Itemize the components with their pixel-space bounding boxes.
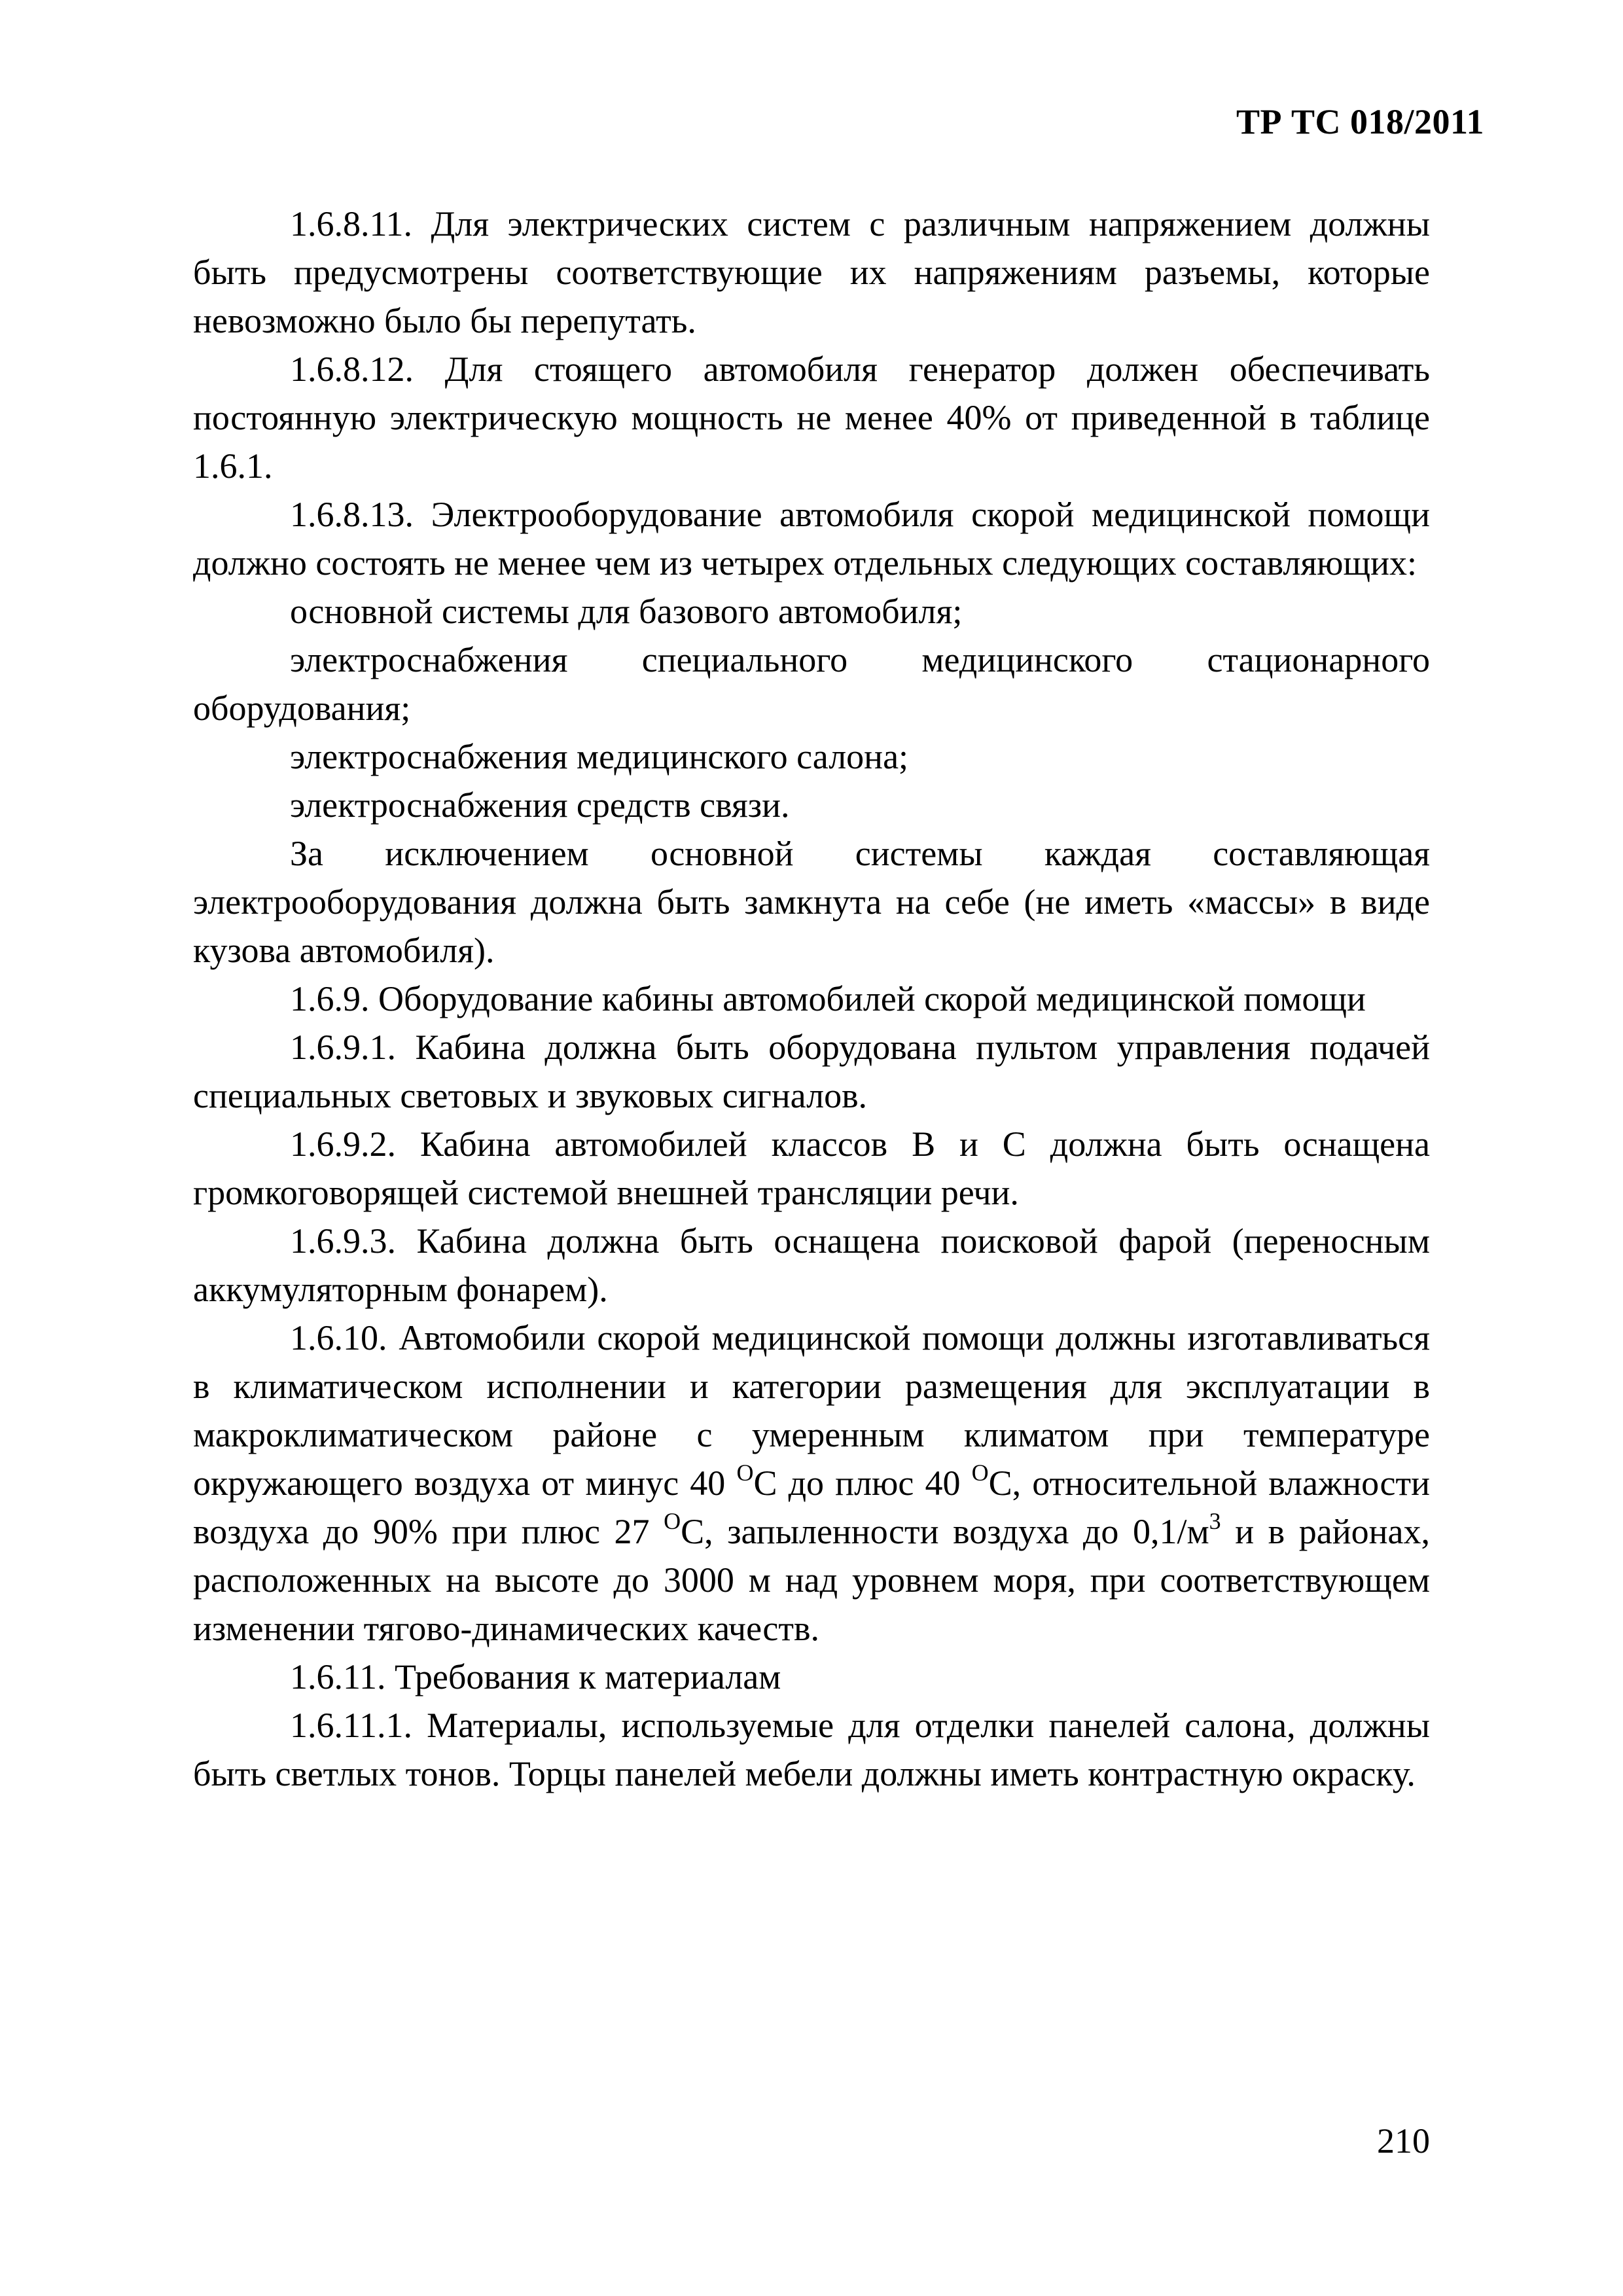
degree-superscript-1: О [736,1460,754,1486]
paragraph-1-6-9-3: 1.6.9.3. Кабина должна быть оснащена поисковой фарой (переносным аккумуляторным фонарем). [193,1221,1430,1309]
degree-superscript-3: О [664,1508,681,1534]
paragraph-1-6-8-12: 1.6.8.12. Для стоящего автомобиля генератор должен обеспечивать постоянную электрическую мощность не менее 40% от приведенной в таблице 1.6.1. [193,350,1430,486]
list-item-medical-salon-power: электроснабжения медицинского салона; [290,737,909,776]
paragraph-isolation-note: За исключением основной системы каждая составляющая электрооборудования должна быть замкнута на себе (не иметь «массы» в виде кузова автомобиля). [193,834,1430,970]
paragraph-1-6-10 [193,1314,1430,1653]
heading-1-6-9: 1.6.9. Оборудование кабины автомобилей скорой медицинской помощи [290,979,1366,1018]
list-item-medical-equipment-power: электроснабжения специального медицинского стационарного оборудования; [193,640,1430,728]
paragraph-1-6-9-2: 1.6.9.2. Кабина автомобилей классов В и С должна быть оснащена громкоговорящей системой внешней трансляции речи. [193,1124,1430,1212]
climate-text-3: С, относительной влажности воздуха до 90% при плюс 27 [193,1463,1430,1551]
degree-superscript-2: О [971,1460,989,1486]
cubic-superscript: 3 [1209,1508,1221,1534]
list-item-base-system: основной системы для базового автомобиля; [290,592,963,631]
climate-text-4: С, запыленности воздуха до 0,1/м [681,1512,1209,1551]
climate-text-1: 1.6.10. Автомобили скорой медицинской помощи должны изготавливаться в климатическом исполнении и категории размещения для эксплуатации в макроклиматическом районе с умеренным климатом при температуре окружающего воздуха от минус 40 [193,1318,1430,1503]
climate-text-2: С до плюс 40 [753,1463,972,1503]
paragraph-1-6-11-1: 1.6.11.1. Материалы, используемые для отделки панелей салона, должны быть светлых тонов. Торцы панелей мебели должны иметь контрастную окраску. [193,1706,1430,1793]
climate-text-5: и в районах, расположенных на высоте до 3000 м над уровнем моря, при соответствующем изменении тягово-динамических качеств. [193,1512,1430,1648]
paragraph-1-6-8-11: 1.6.8.11. Для электрических систем с различным напряжением должны быть предусмотрены соответствующие их напряжениям разъемы, которые невозможно было бы перепутать. [193,204,1430,340]
document-body [193,200,1430,1798]
paragraph-1-6-8-13: 1.6.8.13. Электрооборудование автомобиля скорой медицинской помощи должно состоять не менее чем из четырех отдельных следующих составляющих: [193,495,1430,583]
heading-1-6-11: 1.6.11. Требования к материалам [290,1657,781,1696]
paragraph-1-6-9-1: 1.6.9.1. Кабина должна быть оборудована пультом управления подачей специальных световых и звуковых сигналов. [193,1028,1430,1115]
document-code-header: ТР ТС 018/2011 [1236,102,1484,141]
page-number: 210 [1377,2121,1430,2161]
list-item-communications-power: электроснабжения средств связи. [290,785,790,825]
